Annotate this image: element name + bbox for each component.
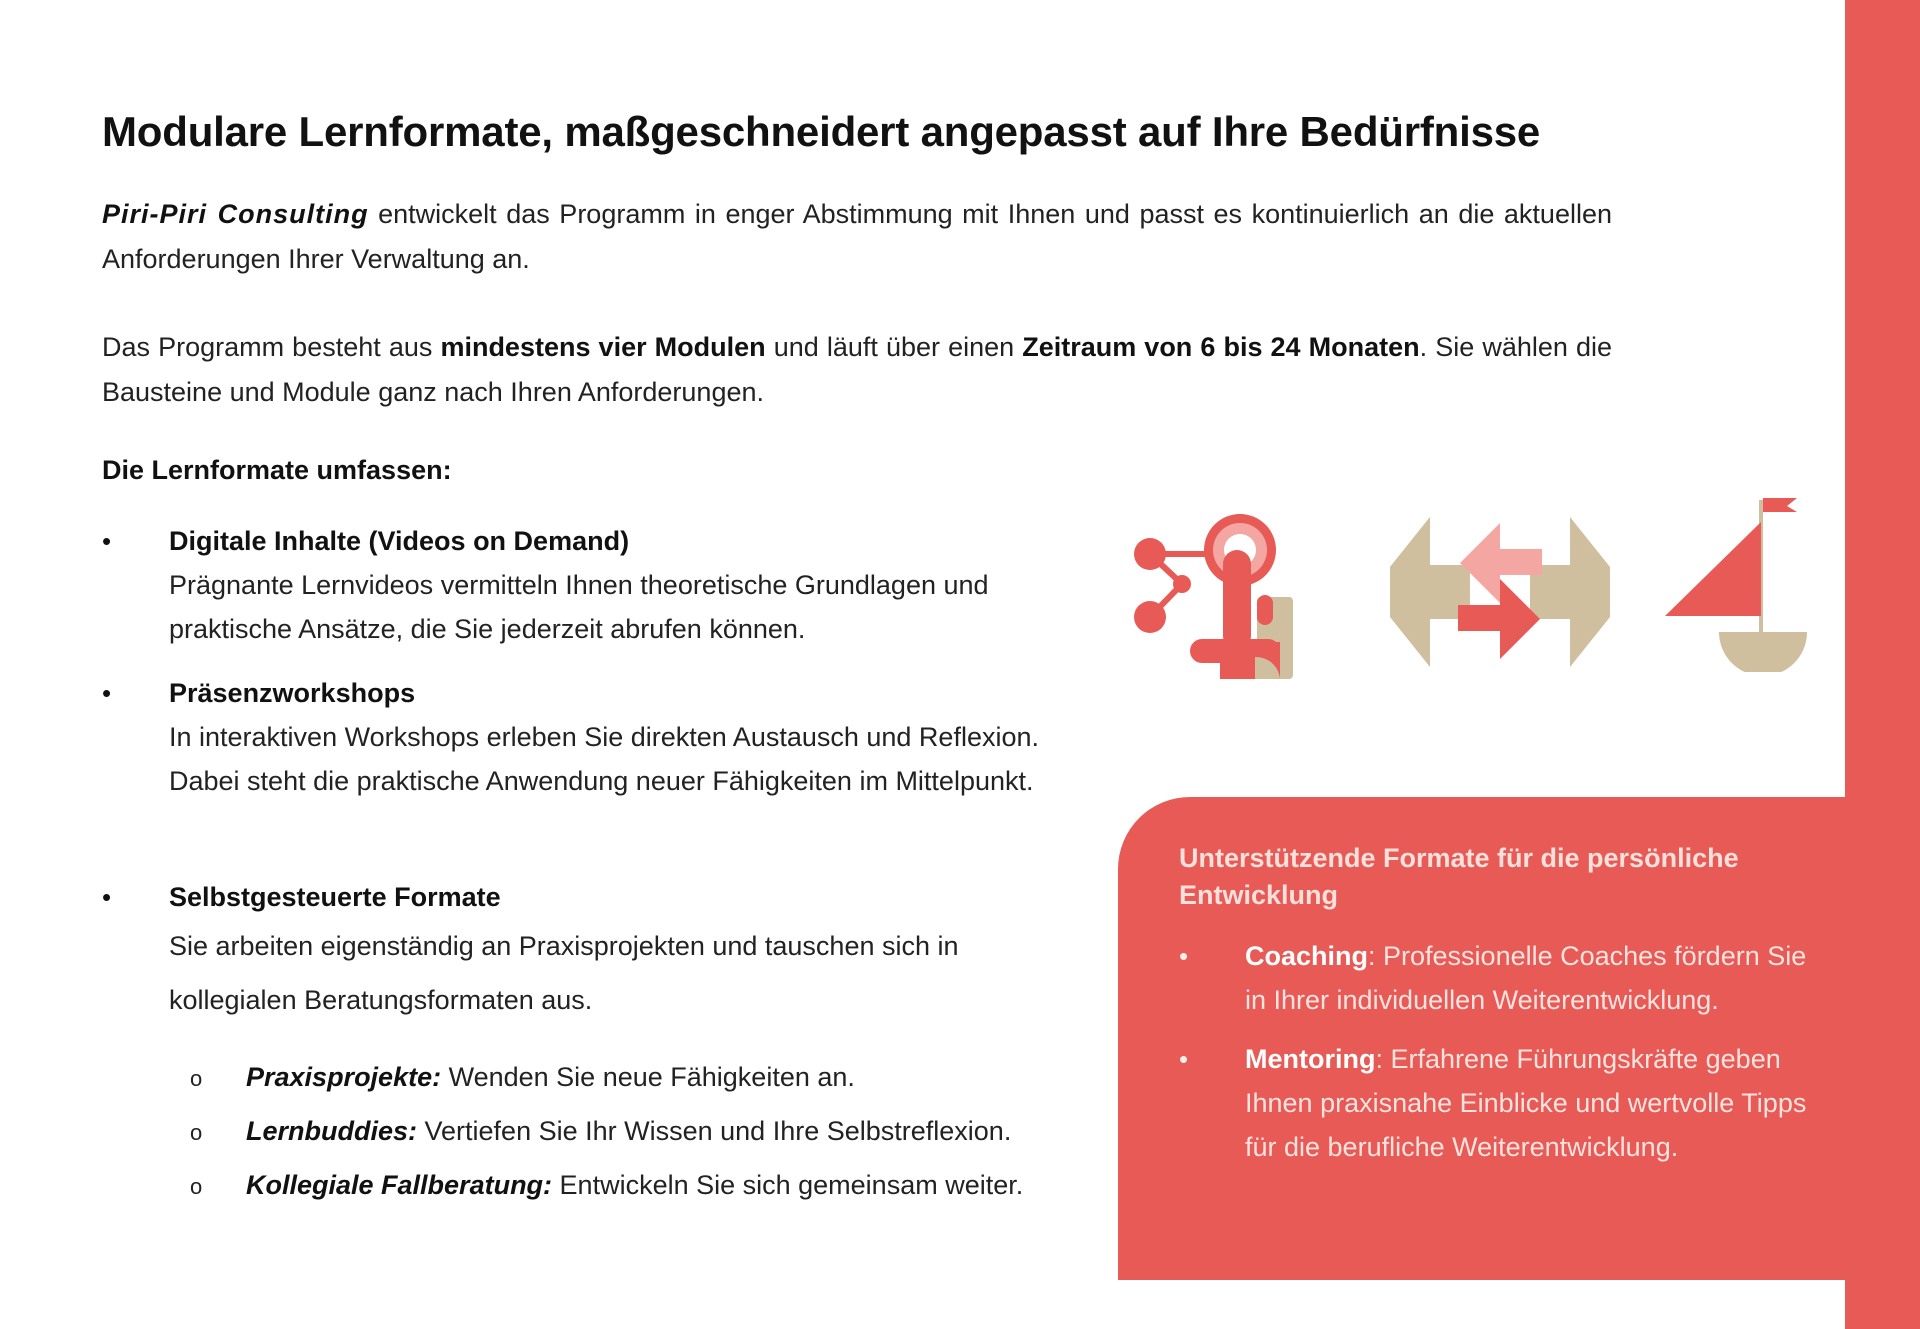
sub-item-text: Wenden Sie neue Fähigkeiten an. [441,1062,855,1092]
format-title: Digitale Inhalte (Videos on Demand) [169,526,630,556]
panel-item-text [1245,1037,1819,1169]
panel-item-description: : Professionelle Coaches fördern Sie in Ihrer individuellen Weiterentwicklung. [1245,941,1807,1015]
sub-item-text: Entwickeln Sie sich gemeinsam weiter. [552,1170,1024,1200]
panel-item-text [1245,934,1819,1022]
bullet: • [102,882,112,912]
format-item-digital [102,519,1102,651]
list-item [190,1109,1023,1163]
bullet: • [102,678,112,708]
sailboat-icon [1665,492,1810,672]
accent-side-band [1845,0,1920,1329]
panel-item-term: Mentoring [1245,1044,1376,1074]
panel-item-term: Coaching [1245,941,1369,971]
sub-item-term: Kollegiale Fallberatung: [246,1170,553,1200]
panel-item-coaching [1179,934,1819,1022]
list-item [190,1055,1023,1109]
program-text-1: Das Programm besteht aus [102,332,441,362]
format-item-self-directed [102,875,1102,1027]
sub-bullet: o [190,1066,203,1091]
format-description: Sie arbeiten eigenständig an Praxisprojekten und tauschen sich in kollegialen Beratungsformaten aus. [169,931,959,1015]
format-title: Präsenzworkshops [169,678,416,708]
exchange-arrows-icon [1390,517,1610,677]
list-item [190,1163,1023,1217]
program-modules-highlight: mindestens vier Modulen [440,332,766,362]
intro-text: entwickelt das Programm in enger Abstimmung mit Ihnen und passt es kontinuierlich an die aktuellen Anforderungen Ihrer Verwaltung an. [102,199,1612,274]
program-paragraph [102,325,1612,415]
sub-bullet: o [190,1174,203,1199]
sub-bullet: o [190,1120,203,1145]
formats-heading: Die Lernformate umfassen: [102,455,452,485]
self-directed-sub-list [190,1055,1023,1217]
network-hand-icon [1125,502,1305,682]
program-text-3: . Sie wählen die Bausteine und Module ganz nach Ihren Anforderungen. [102,332,1612,407]
program-text-2: und läuft über einen [765,332,1023,362]
brand-name: Piri-Piri Consulting [102,199,369,229]
bullet: • [1179,1044,1189,1074]
panel-heading: Unterstützende Formate für die persönliche Entwicklung [1179,843,1739,910]
sub-item-term: Lernbuddies: [246,1116,418,1146]
sub-item-term: Praxisprojekte: [246,1062,442,1092]
panel-item-mentoring [1179,1037,1819,1169]
program-duration-highlight: Zeitraum von 6 bis 24 Monaten [1022,332,1420,362]
bullet: • [102,526,112,556]
illustration-icons [1125,492,1805,682]
page-title: Modulare Lernformate, maßgeschneidert angepasst auf Ihre Bedürfnisse [102,108,1541,155]
format-title: Selbstgesteuerte Formate [169,882,501,912]
sub-item-text: Vertiefen Sie Ihr Wissen und Ihre Selbstreflexion. [417,1116,1012,1146]
format-description: Prägnante Lernvideos vermitteln Ihnen theoretische Grundlagen und praktische Ansätze, die Sie jederzeit abrufen können. [169,570,989,644]
format-item-workshops [102,671,1102,803]
format-description: In interaktiven Workshops erleben Sie direkten Austausch und Reflexion. Dabei steht die praktische Anwendung neuer Fähigkeiten im Mittelpunkt. [169,722,1039,796]
panel-item-description: : Erfahrene Führungskräfte geben Ihnen praxisnahe Einblicke und wertvolle Tipps für die berufliche Weiterentwicklung. [1245,1044,1807,1162]
intro-paragraph [102,192,1612,282]
bullet: • [1179,941,1189,971]
